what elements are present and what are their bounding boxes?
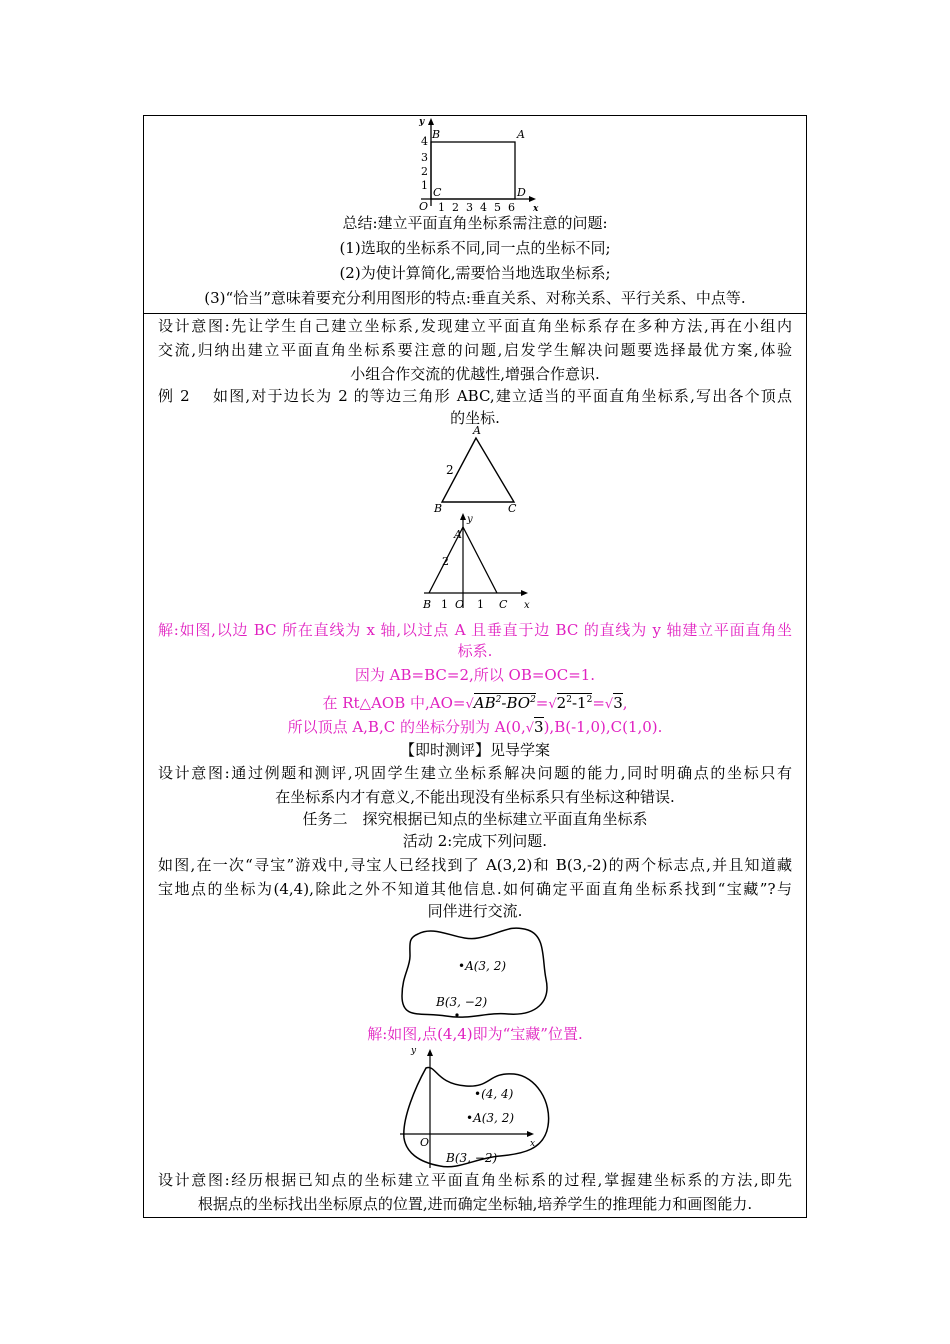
x-arrow-icon	[529, 196, 536, 202]
radicand-three: 3	[613, 694, 623, 712]
radicand-ab: AB	[473, 694, 496, 712]
coords-prefix: 所以顶点 A,B,C 的坐标分别为 A(0,	[287, 718, 526, 736]
x-tick-4: 4	[480, 201, 487, 214]
axes-a-label: A	[454, 528, 462, 541]
map-point-b-dot	[455, 1013, 458, 1016]
radicand-two: 2	[556, 694, 567, 712]
summary-point-2: (2)为使计算简化,需要恰当地选取坐标系;	[339, 264, 611, 282]
x-label: x	[524, 600, 530, 611]
coords-suffix: ),B(-1,0),C(1,0).	[543, 718, 663, 736]
radicand-one: 1	[577, 694, 587, 712]
design-intent-2-line-2: 在坐标系内才有意义,不能出现没有坐标系只有坐标这种错误.	[275, 788, 675, 806]
aoeq-prefix: 在 Rt△AOB 中,AO=	[322, 694, 466, 712]
map-point-b: B(3, −2)	[436, 995, 488, 1009]
problem-line-1: 如图,在一次“寻宝”游戏中,寻宝人已经找到了 A(3,2)和 B(3,-2)的两个标志点,并且知道藏	[158, 856, 792, 874]
y-label: y	[467, 514, 473, 525]
design-intent-1-line-1: 设计意图:先让学生自己建立坐标系,发现建立平面直角坐标系存在多种方法,再在小组内	[158, 317, 792, 335]
figure-treasure-map	[396, 924, 558, 1024]
summary-point-1: (1)选取的坐标系不同,同一点的坐标不同;	[339, 239, 611, 257]
x-tick-1: 1	[438, 201, 445, 214]
lesson-table	[143, 115, 807, 1218]
problem-line-3: 同伴进行交流.	[427, 902, 523, 920]
quiz-heading: 【即时测评】见导学案	[399, 741, 550, 759]
map-point-b: B(3, −2)	[446, 1151, 498, 1165]
x-label: x	[533, 204, 539, 214]
map-point-a: •A(3, 2)	[466, 1111, 515, 1125]
radical-icon: √	[525, 721, 535, 736]
solution-1-line-1: 解:如图,以边 BC 所在直线为 x 轴,以过点 A 且垂直于边 BC 的直线为 y 轴建立平面直角坐	[158, 621, 792, 639]
design-intent-3-line-1: 设计意图:经历根据已知点的坐标建立平面直角坐标系的过程,掌握建坐标系的方法,即先	[158, 1171, 792, 1189]
origin-label: O	[420, 1136, 430, 1149]
solution-1-line-4	[144, 689, 806, 716]
radical-icon: √	[465, 697, 474, 712]
axes-origin-label: O	[455, 598, 465, 611]
y-tick-1: 1	[421, 179, 428, 192]
figure-rectangle-axes	[406, 116, 539, 214]
treasure-point: •(4, 4)	[474, 1087, 514, 1101]
rectangle-abcd	[431, 142, 515, 199]
x-tick-5: 5	[494, 201, 501, 214]
y-arrow-icon	[460, 513, 466, 520]
summary-point-3: (3)“恰当”意味着要充分利用图形的特点:垂直关系、对称关系、平行关系、中点等.	[204, 289, 746, 307]
solution-1-line-3: 因为 AB=BC=2,所以 OB=OC=1.	[354, 666, 596, 684]
triangle-a-label: A	[473, 424, 481, 437]
y-label: y	[419, 117, 425, 127]
x-label: x	[530, 1139, 536, 1149]
figure-triangle-axes	[420, 510, 534, 612]
origin-label: O	[419, 200, 429, 213]
line-end: ,	[622, 694, 628, 712]
problem-line-2: 宝地点的坐标为(4,4),除此之外不知道其他信息.如何确定平面直角坐标系找到“宝藏”?与	[158, 880, 792, 898]
axes-side-label: 2	[442, 555, 449, 568]
design-intent-1-line-3: 小组合作交流的优越性,增强合作意识.	[350, 365, 600, 383]
design-intent-2-line-1: 设计意图:通过例题和测评,巩固学生建立坐标系解决问题的能力,同时明确点的坐标只有	[158, 764, 792, 782]
example-2-line-2: 的坐标.	[450, 409, 500, 427]
point-b-label: B	[432, 128, 441, 141]
radical-icon: √	[548, 697, 557, 712]
axes-tick-1: 1	[477, 598, 484, 611]
triangle-b-label: B	[434, 502, 443, 515]
solution-2: 解:如图,点(4,4)即为“宝藏”位置.	[367, 1025, 583, 1043]
example-2-line-1: 例 2 如图,对于边长为 2 的等边三角形 ABC,建立适当的平面直角坐标系,写出各个顶点	[158, 387, 792, 405]
y-tick-2: 2	[421, 165, 428, 178]
radicand-2: $2^2-1^2$	[556, 694, 593, 712]
point-d-label: D	[517, 186, 526, 199]
equals-2: =	[592, 694, 605, 712]
y-arrow-icon	[427, 1049, 433, 1056]
x-tick-6: 6	[508, 201, 515, 214]
solution-1-line-5	[144, 716, 806, 740]
design-intent-1-line-2: 交流,归纳出建立平面直角坐标系要注意的问题,启发学生解决问题要选择最优方案,体验	[158, 341, 792, 359]
equals-1: =	[535, 694, 549, 712]
x-arrow-icon	[521, 590, 528, 596]
summary-title: 总结:建立平面直角坐标系需注意的问题:	[342, 214, 608, 232]
point-a-label: A	[517, 128, 525, 141]
design-intent-3-line-2: 根据点的坐标找出坐标原点的位置,进而确定坐标轴,培养学生的推理能力和画图能力.	[197, 1195, 753, 1213]
radicand-three: 3	[534, 718, 544, 736]
radicand-bo: BO	[506, 694, 531, 712]
radical-icon: √	[604, 697, 614, 712]
axes-b-label: B	[423, 598, 432, 611]
axes-c-label: C	[499, 598, 508, 611]
figure-treasure-map-axes	[396, 1046, 564, 1172]
triangle-side-label: 2	[446, 463, 454, 477]
x-tick-3: 3	[466, 201, 473, 214]
axes-tick-neg1: 1	[441, 598, 448, 611]
x-arrow-icon	[527, 1131, 534, 1137]
y-tick-3: 3	[421, 151, 428, 164]
figure-triangle	[432, 424, 532, 515]
map-point-a: •A(3, 2)	[458, 959, 507, 973]
radicand-1: $AB^2-BO^2$	[473, 694, 536, 712]
y-label: y	[411, 1046, 417, 1056]
task-2-heading: 任务二 探究根据已知点的坐标建立平面直角坐标系	[302, 810, 648, 828]
row-divider	[144, 313, 806, 314]
solution-1-line-2: 标系.	[457, 642, 493, 660]
point-c-label: C	[433, 186, 442, 199]
y-arrow-icon	[428, 118, 434, 125]
y-tick-4: 4	[421, 135, 428, 148]
triangle-c-label: C	[508, 502, 517, 515]
activity-2-heading: 活动 2:完成下列问题.	[402, 832, 548, 850]
x-tick-2: 2	[452, 201, 459, 214]
